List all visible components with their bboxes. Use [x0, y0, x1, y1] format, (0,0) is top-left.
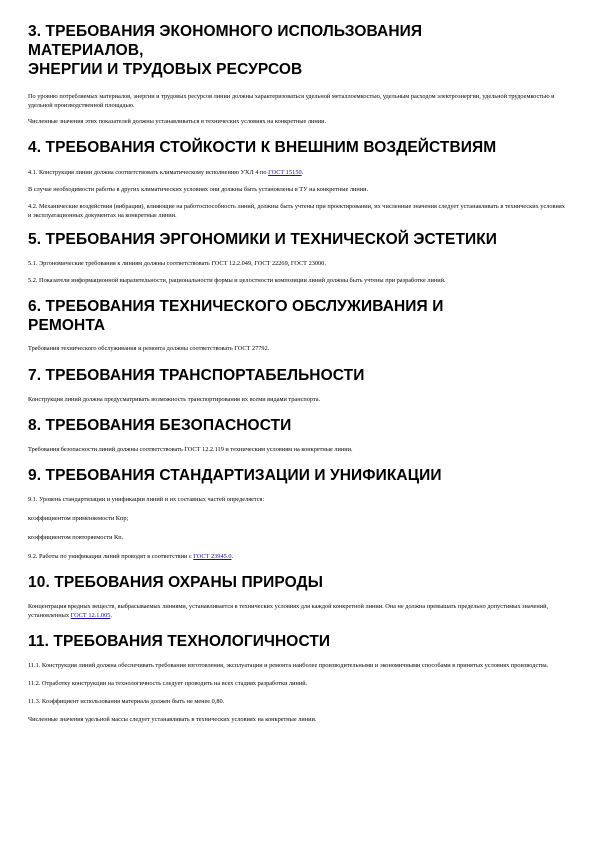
section-4 [28, 138, 568, 220]
gost-23945-link[interactable]: ГОСТ 23945.0 [193, 553, 232, 560]
section-6 [28, 297, 568, 353]
section-5-paragraph-1: 5.1. Эргономические требования к линиям должны соответствовать ГОСТ 12.2.049, ГОСТ 22269, ГОСТ 23000. [28, 260, 326, 267]
section-6-heading [28, 297, 568, 335]
gost-15150-link[interactable]: ГОСТ 15150 [268, 169, 302, 176]
section-9-paragraph-1: 9.1. Уровень стандартизации и унификации линий и их составных частей определяется: [28, 496, 265, 503]
section-5-heading: 5. ТРЕБОВАНИЯ ЭРГОНОМИКИ И ТЕХНИЧЕСКОЙ ЭСТЕТИКИ [28, 231, 498, 248]
section-4-paragraph-2: В случае необходимости работы в других климатических условиях они должны быть установлены в ТУ на конкретные линии. [28, 186, 369, 193]
section-4-paragraph-1 [28, 168, 568, 177]
section-4-heading: 4. ТРЕБОВАНИЯ СТОЙКОСТИ К ВНЕШНИМ ВОЗДЕЙСТВИЯМ [28, 139, 497, 156]
section-5-paragraph-2: 5.2. Показатели информационной выразительности, рациональности формы и целостности композиции линий должны быть учтены при разработке линий. [28, 277, 446, 284]
section-3-heading-line-1: 3. ТРЕБОВАНИЯ ЭКОНОМНОГО ИСПОЛЬЗОВАНИЯ [28, 23, 423, 40]
section-11-paragraph-3: 11.3. Коэффициент использования материала должен быть не менее 0,80. [28, 698, 225, 705]
section-4-paragraph-1-text: 4.1. Конструкция линии должна соответствовать климатическому исполнению УХЛ 4 по [28, 169, 269, 176]
section-3-heading-line-3: ЭНЕРГИИ И ТРУДОВЫХ РЕСУРСОВ [28, 61, 303, 78]
section-3-paragraph-1: По уровню потребляемых материалов, энергии и трудовых ресурсов линии должны характеризоваться удельной металлоемкостью, удельным расходом электроэнергии, удельной трудоемкостью и удельной производственной площадью. [28, 93, 555, 109]
section-7 [28, 366, 568, 404]
section-10-paragraph-1-text: Концентрация вредных веществ, выбрасываемых линиями, устанавливается в технических условиях для каждой конкретной линии. Она не должна превышать предельно допустимых значений, установленных [28, 603, 549, 619]
section-9-paragraph-4-end: . [231, 553, 234, 560]
section-9 [28, 466, 568, 561]
section-10-paragraph-1-end: . [110, 612, 112, 619]
section-6-paragraph-1: Требования технического обслуживания и ремонта должны соответствовать ГОСТ 27792. [28, 345, 270, 352]
section-10-heading: 10. ТРЕБОВАНИЯ ОХРАНЫ ПРИРОДЫ [28, 574, 323, 591]
section-7-paragraph-1: Конструкция линий должна предусматривать возможность транспортирования их всеми видами транспорта. [28, 396, 321, 403]
section-8 [28, 416, 568, 454]
section-5 [28, 230, 568, 285]
section-6-heading-line-2: РЕМОНТА [28, 317, 106, 334]
section-11-paragraph-4: Численные значения удельной массы следует устанавливать в технических условиях на конкретные линии. [28, 716, 317, 723]
section-9-paragraph-3: коэффициентом повторяемости Кп. [28, 534, 124, 541]
section-3-heading-line-2: МАТЕРИАЛОВ, [28, 42, 144, 59]
section-7-heading: 7. ТРЕБОВАНИЯ ТРАНСПОРТАБЕЛЬНОСТИ [28, 367, 365, 384]
section-11-paragraph-2: 11.2. Отработку конструкции на технологичность следует проводить на всех стадиях разработки линий. [28, 680, 308, 687]
section-9-paragraph-4-text: 9.2. Работы по унификации линий проводят в соответствии с [28, 553, 194, 560]
section-4-paragraph-3: 4.2. Механические воздействия (вибрации), влияющие на работоспособность линий, должны быть учтены при проектировании, их численные значения следует устанавливать в технических условиях и эксплуатационных документах на конкретные линии. [28, 203, 565, 219]
section-8-heading: 8. ТРЕБОВАНИЯ БЕЗОПАСНОСТИ [28, 417, 292, 434]
section-10 [28, 573, 568, 620]
section-3-paragraph-2: Численные значения этих показателей должны устанавливаться в технических условиях на конкретные линии. [28, 118, 327, 125]
section-8-paragraph-1: Требования безопасности линий должны соответствовать ГОСТ 12.2.119 и техническим условиям на конкретные линии. [28, 446, 353, 453]
section-11-paragraph-1: 11.1. Конструкция линий должна обеспечивать требования изготовления, эксплуатации и ремонта наиболее производительными и экономичными способами в принятых условиях производства. [28, 662, 549, 669]
section-9-paragraph-2: коэффициентом применяемости Кпр; [28, 515, 129, 522]
section-9-paragraph-4 [28, 552, 568, 561]
section-11-heading: 11. ТРЕБОВАНИЯ ТЕХНОЛОГИЧНОСТИ [28, 633, 331, 650]
section-3 [28, 22, 568, 126]
section-9-heading: 9. ТРЕБОВАНИЯ СТАНДАРТИЗАЦИИ И УНИФИКАЦИИ [28, 467, 442, 484]
section-10-paragraph-1 [28, 602, 568, 620]
gost-12-1-005-link[interactable]: ГОСТ 12.1.005 [70, 612, 111, 619]
section-6-heading-line-1: 6. ТРЕБОВАНИЯ ТЕХНИЧЕСКОГО ОБСЛУЖИВАНИЯ И [28, 298, 444, 315]
section-11 [28, 632, 568, 724]
document-page [28, 16, 568, 724]
section-3-heading [28, 22, 568, 79]
section-4-paragraph-1-end: . [301, 169, 304, 176]
